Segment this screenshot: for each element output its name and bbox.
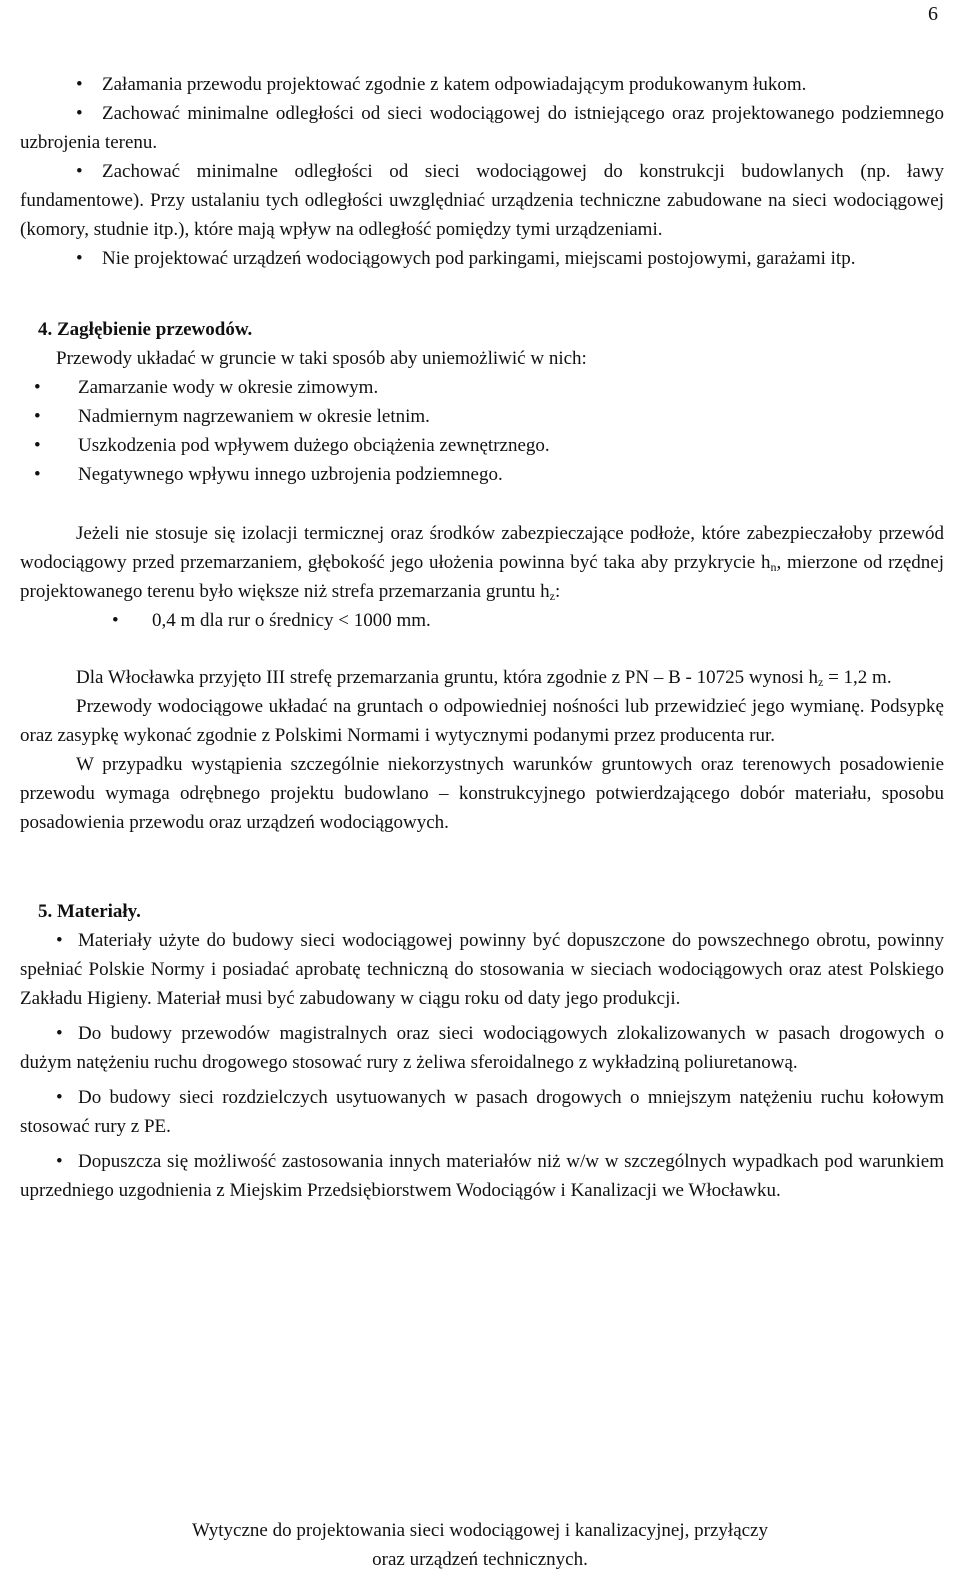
section4-bullet-list <box>20 373 944 489</box>
footer-line-1: Wytyczne do projektowania sieci wodociągowej i kanalizacyjnej, przyłączy <box>191 1520 768 1541</box>
list-item: • Zachować minimalne odległości od sieci wodociągowej do konstrukcji budowlanych (np. ławy fundamentowe). Przy ustalaniu tych odległości uwzględniać urządzenia techniczne zabudowane na sieci wodociągowej (komory, studnie itp.), które mają wpływ na odległość pomiędzy tymi urządzeniami. <box>20 157 944 244</box>
section5-heading: 5. Materiały. <box>38 901 141 922</box>
list-item: • Nadmiernym nagrzewaniem w okresie letnim. <box>56 402 944 431</box>
page-number: 6 <box>928 3 938 25</box>
frost-depth-item: • 0,4 m dla rur o średnicy < 1000 mm. <box>112 606 944 635</box>
bullet-icon: • <box>56 930 63 951</box>
section3-bullet-list <box>20 70 944 273</box>
bullet-icon: • <box>34 377 41 398</box>
list-item: • Uszkodzenia pod wpływem dużego obciążenia zewnętrznego. <box>56 431 944 460</box>
list-item: • Negatywnego wpływu innego uzbrojenia podziemnego. <box>56 460 944 489</box>
wloclawek-paragraph: Dla Włocławka przyjęto III strefę przemarzania gruntu, która zgodnie z PN – B - 10725 wynosi $h_z = 1,2$ m. <box>76 667 892 689</box>
list-item: • Do budowy przewodów magistralnych oraz sieci wodociągowych zlokalizowanych w pasach drogowych o dużym natężeniu ruchu drogowego stosować rury z żeliwa sferoidalnego z wykładziną poliuretanową. <box>20 1019 944 1077</box>
frost-paragraph: Jeżeli nie stosuje się izolacji termicznej oraz środków zabezpieczające podłoże, które zabezpieczałoby przewód wodociągowy przed przemarzaniem, głębokość jego ułożenia powinna być taka aby przykrycie $h_n$, mierzone od rzędnej projektowanego terenu było większe niż strefa przemarzania gruntu $h_z$: <box>20 523 945 603</box>
bullet-icon: • <box>56 1151 63 1172</box>
section5-bullet-list <box>20 926 944 1205</box>
list-item: • Zachować minimalne odległości od sieci wodociągowej do istniejącego oraz projektowanego podziemnego uzbrojenia terenu. <box>20 99 944 157</box>
bullet-icon: • <box>34 464 41 485</box>
list-item: • Do budowy sieci rozdzielczych usytuowanych w pasach drogowych o mniejszym natężeniu ruchu kołowym stosować rury z PE. <box>20 1083 944 1141</box>
bullet-icon: • <box>34 435 41 456</box>
section4-heading: 4. Zagłębienie przewodów. <box>38 319 253 340</box>
list-item: • Zamarzanie wody w okresie zimowym. <box>56 373 944 402</box>
list-item: • Materiały użyte do budowy sieci wodociągowej powinny być dopuszczone do powszechnego obrotu, powinny spełniać Polskie Normy i posiadać aprobatę techniczną do stosowania w sieciach wodociągowych oraz atest Polskiego Zakładu Higieny. Materiał musi być zabudowany w ciągu roku od daty jego produkcji. <box>20 926 944 1013</box>
bearing-paragraph: Przewody wodociągowe układać na gruntach o odpowiedniej nośności lub przewidzieć jego wymianę. Podsypkę oraz zasypkę wykonać zgodnie z Polskimi Normami i wytycznymi podanymi przez producenta rur. <box>20 696 944 746</box>
bullet-icon: • <box>112 610 119 631</box>
bullet-icon: • <box>76 161 83 182</box>
unfavourable-conditions-paragraph: W przypadku wystąpienia szczególnie niekorzystnych warunków gruntowych oraz terenowych posadowienie przewodu wymaga odrębnego projektu budowlano – konstrukcyjnego potwierdzającego dobór materiału, sposobu posadowienia przewodu oraz urządzeń wodociągowych. <box>20 754 944 833</box>
bullet-icon: • <box>76 248 83 269</box>
bullet-icon: • <box>34 406 41 427</box>
section4-intro: Przewody układać w gruncie w taki sposób aby uniemożliwić w nich: <box>56 348 587 369</box>
bullet-icon: • <box>56 1023 63 1044</box>
footer-line-2: oraz urządzeń technicznych. <box>372 1549 588 1570</box>
page-footer <box>0 1516 960 1574</box>
list-item: • Nie projektować urządzeń wodociągowych pod parkingami, miejscami postojowymi, garażami itp. <box>20 244 944 273</box>
list-item: • Dopuszcza się możliwość zastosowania innych materiałów niż w/w w szczególnych wypadkach pod warunkiem uprzedniego uzgodnienia z Miejskim Przedsiębiorstwem Wodociągów i Kanalizacji we Włocławku. <box>20 1147 944 1205</box>
bullet-icon: • <box>56 1087 63 1108</box>
document-body <box>20 70 944 1205</box>
bullet-icon: • <box>76 74 83 95</box>
bullet-icon: • <box>76 103 83 124</box>
list-item: • Załamania przewodu projektować zgodnie z katem odpowiadającym produkowanym łukom. <box>20 70 944 99</box>
